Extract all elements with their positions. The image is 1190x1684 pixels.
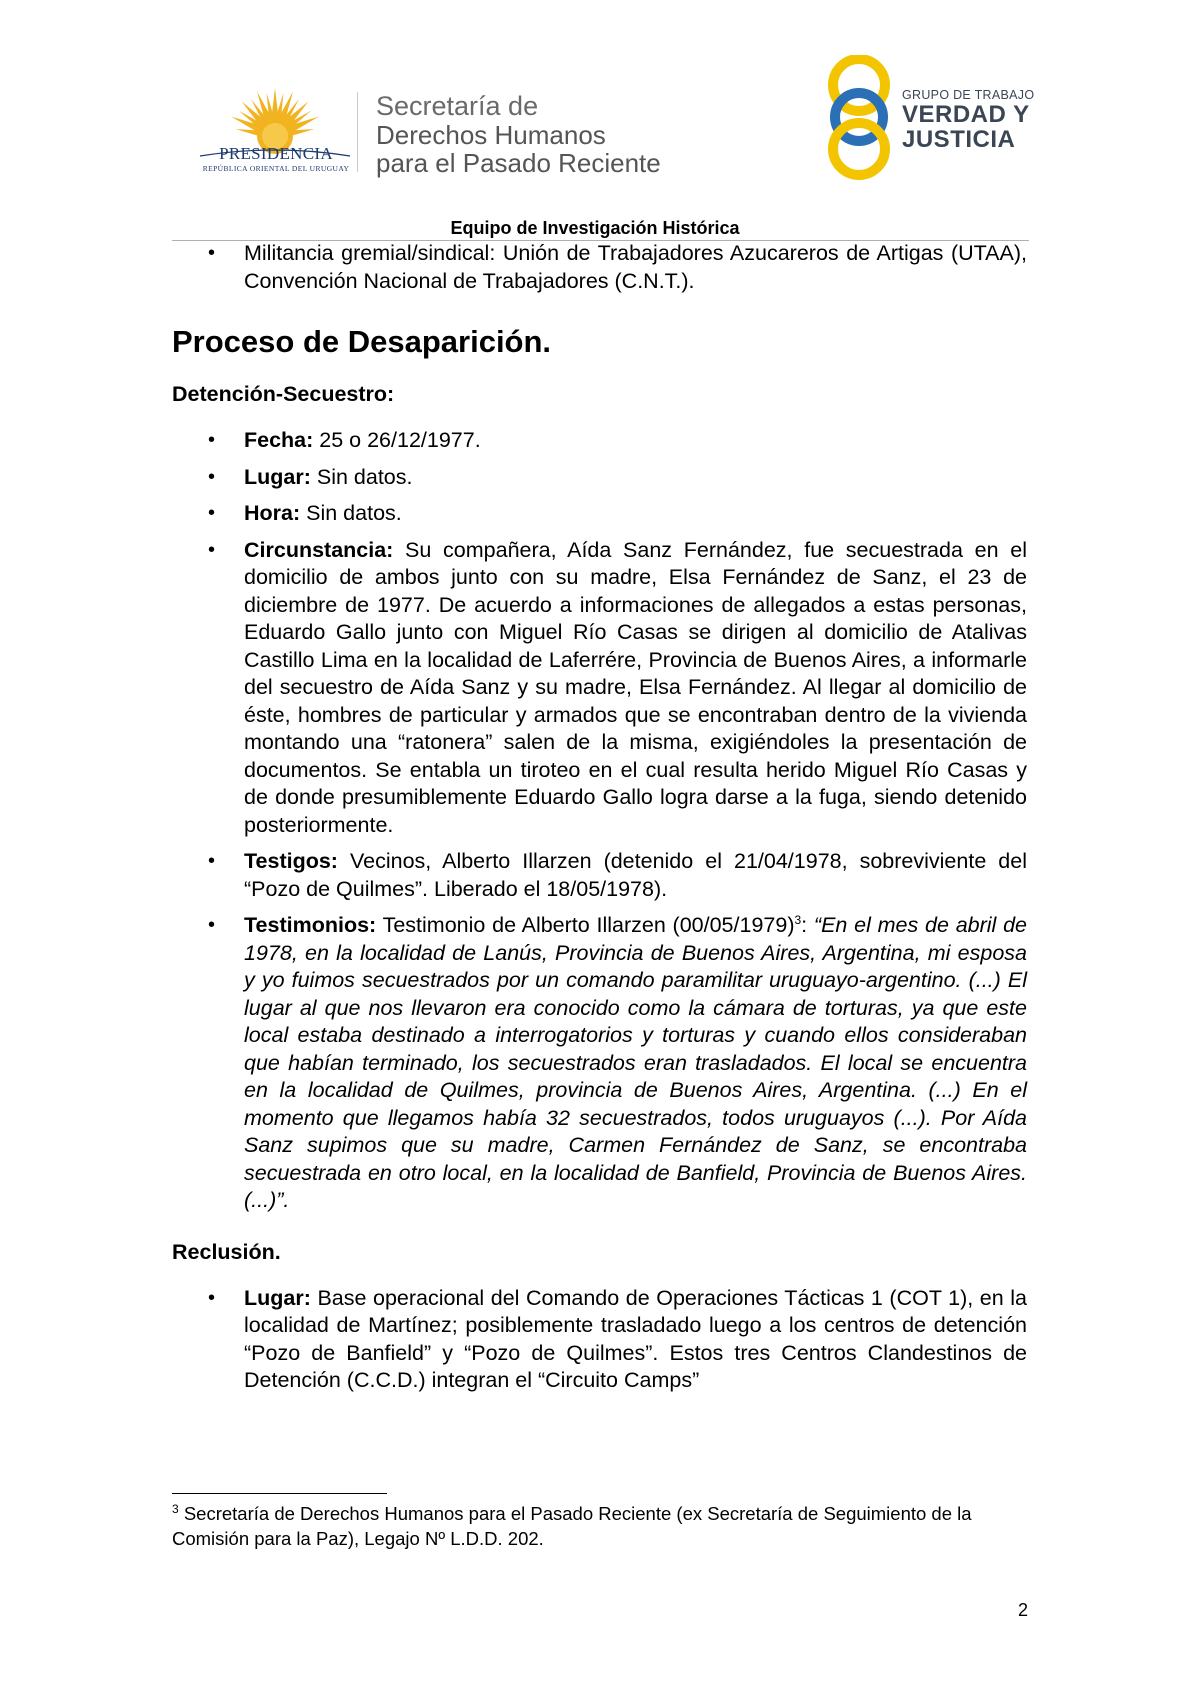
hora-item — [172, 500, 1027, 528]
footnote-reference[interactable]: 3 — [794, 912, 802, 927]
fecha-value: 25 o 26/12/1977. — [313, 428, 481, 452]
hora-label: Hora: — [244, 501, 301, 525]
footnote-rule — [172, 1493, 387, 1494]
logo-divider — [357, 92, 358, 172]
testimonio-quote: “En el mes de abril de 1978, en la localidad de Lanús, Provincia de Buenos Aires, Argentina, mi esposa y yo fuimos secuestrados por un comando paramilitar uruguayo-argentino. (...) El lugar al que nos llevaron era conocido como la cámara de torturas, ya que este local estaba destinado a interrogatorios y torturas y cuando ellos consideraban que habían terminado, los secuestrados eran trasladados. El local se encuentra en la localidad de Quilmes, provincia de Buenos Aires, Argentina. (...) En el momento que llegamos había 32 secuestrados, todos uruguayos (...). Por Aída Sanz supimos que su madre, Carmen Fernández de Sanz, se encontraba secuestrada en otro local, en la localidad de Banfield, Provincia de Buenos Aires. (...)”. — [244, 913, 1028, 1212]
page-number: 2 — [1018, 1600, 1029, 1620]
testimonios-colon: : — [801, 913, 814, 937]
testigos-item — [172, 848, 1027, 903]
militancia-item: • Militancia gremial/sindical: Unión de Trabajadores Azucareros de Artigas (UTAA), Convención Nacional de Trabajadores (C.N.T.). — [172, 240, 1027, 295]
circunstancia-label: Circunstancia: — [244, 537, 394, 562]
circunstancia-value: Su compañera, Aída Sanz Fernández, fue secuestrada en el domicilio de ambos junto con su madre, Elsa Fernández de Sanz, el 23 de diciembre de 1977. De acuerdo a informaciones de allegados a estas personas, Eduardo Gallo junto con Miguel Río Casas se dirigen al domicilio de Atalivas Castillo Lima en la localidad de Laferrére, Provincia de Buenos Aires, a informarle del secuestro de Aída Sanz y su madre, Elsa Fernández. Al llegar al domicilio de éste, hombres de particular y armados que se encontraban dentro de la vivienda montando una “ratonera” salen de la misma, exigiéndoles la presentación de documentos. Se entabla un tiroteo en el cual resulta herido Miguel Río Casas y de donde presumiblemente Eduardo Gallo logra darse a la fuga, siendo detenido posteriormente. — [244, 537, 1027, 837]
intro-list — [172, 240, 1027, 295]
hora-value: Sin datos. — [300, 501, 402, 525]
interlocked-rings-icon — [822, 55, 897, 180]
testigos-value: Vecinos, Alberto Illarzen (detenido el 21/04/1978, sobreviviente del “Pozo de Quilmes”. Liberado el 18/05/1978). — [244, 849, 1027, 901]
page-header — [0, 0, 1190, 230]
reclusion-lugar-value: Base operacional del Comando de Operaciones Tácticas 1 (COT 1), en la localidad de Martínez; posiblemente trasladado luego a los centros de detención “Pozo de Banfield” y “Pozo de Quilmes”. Estos tres Centros Clandestinos de Detención (C.C.D.) integran el “Circuito Camps” — [244, 1285, 1027, 1392]
testimonios-intro: Testimonio de Alberto Illarzen (00/05/1979) — [376, 913, 795, 937]
reclusion-heading: Reclusión. — [172, 1239, 281, 1264]
republica-wordmark: REPÚBLICA ORIENTAL DEL URUGUAY — [202, 164, 350, 173]
circunstancia-item — [172, 537, 1027, 840]
secretaria-logo-text — [376, 92, 661, 177]
secretaria-line-3: para el Pasado Reciente — [376, 148, 661, 178]
fecha-label: Fecha: — [244, 428, 314, 452]
footnote-text: Secretaría de Derechos Humanos para el Pasado Reciente (ex Secretaría de Seguimiento de la Comisión para la Paz), Legajo Nº L.D.D. 202. — [172, 1503, 972, 1549]
lugar-label: Lugar: — [244, 464, 311, 489]
document-body — [172, 240, 1027, 1395]
detencion-list — [172, 427, 1027, 1215]
testigos-label: Testigos: — [244, 849, 338, 873]
footnote-number: 3 — [172, 1501, 179, 1516]
fecha-item — [172, 427, 1027, 455]
reclusion-lugar-label: Lugar: — [244, 1285, 311, 1310]
testimonios-item — [172, 912, 1027, 1215]
verdad-justicia-logo-text — [902, 88, 1034, 152]
lugar-value: Sin datos. — [310, 464, 413, 489]
footnote — [172, 1501, 1029, 1551]
lugar-item — [172, 464, 1027, 492]
secretaria-line-2: Derechos Humanos — [376, 120, 606, 150]
reclusion-list — [172, 1285, 1027, 1395]
testimonios-label: Testimonios: — [244, 913, 377, 937]
team-title: Equipo de Investigación Histórica — [450, 218, 740, 238]
verdad-label: VERDAD Y — [902, 101, 1030, 128]
detencion-heading: Detención-Secuestro: — [172, 382, 395, 406]
grupo-label: GRUPO DE TRABAJO — [902, 88, 1035, 102]
presidencia-wordmark: PRESIDENCIA — [219, 144, 333, 163]
section-title: Proceso de Desaparición. — [172, 324, 552, 359]
justicia-label: JUSTICIA — [902, 126, 1016, 153]
reclusion-lugar-item — [172, 1285, 1027, 1395]
secretaria-line-1: Secretaría de — [376, 91, 539, 121]
